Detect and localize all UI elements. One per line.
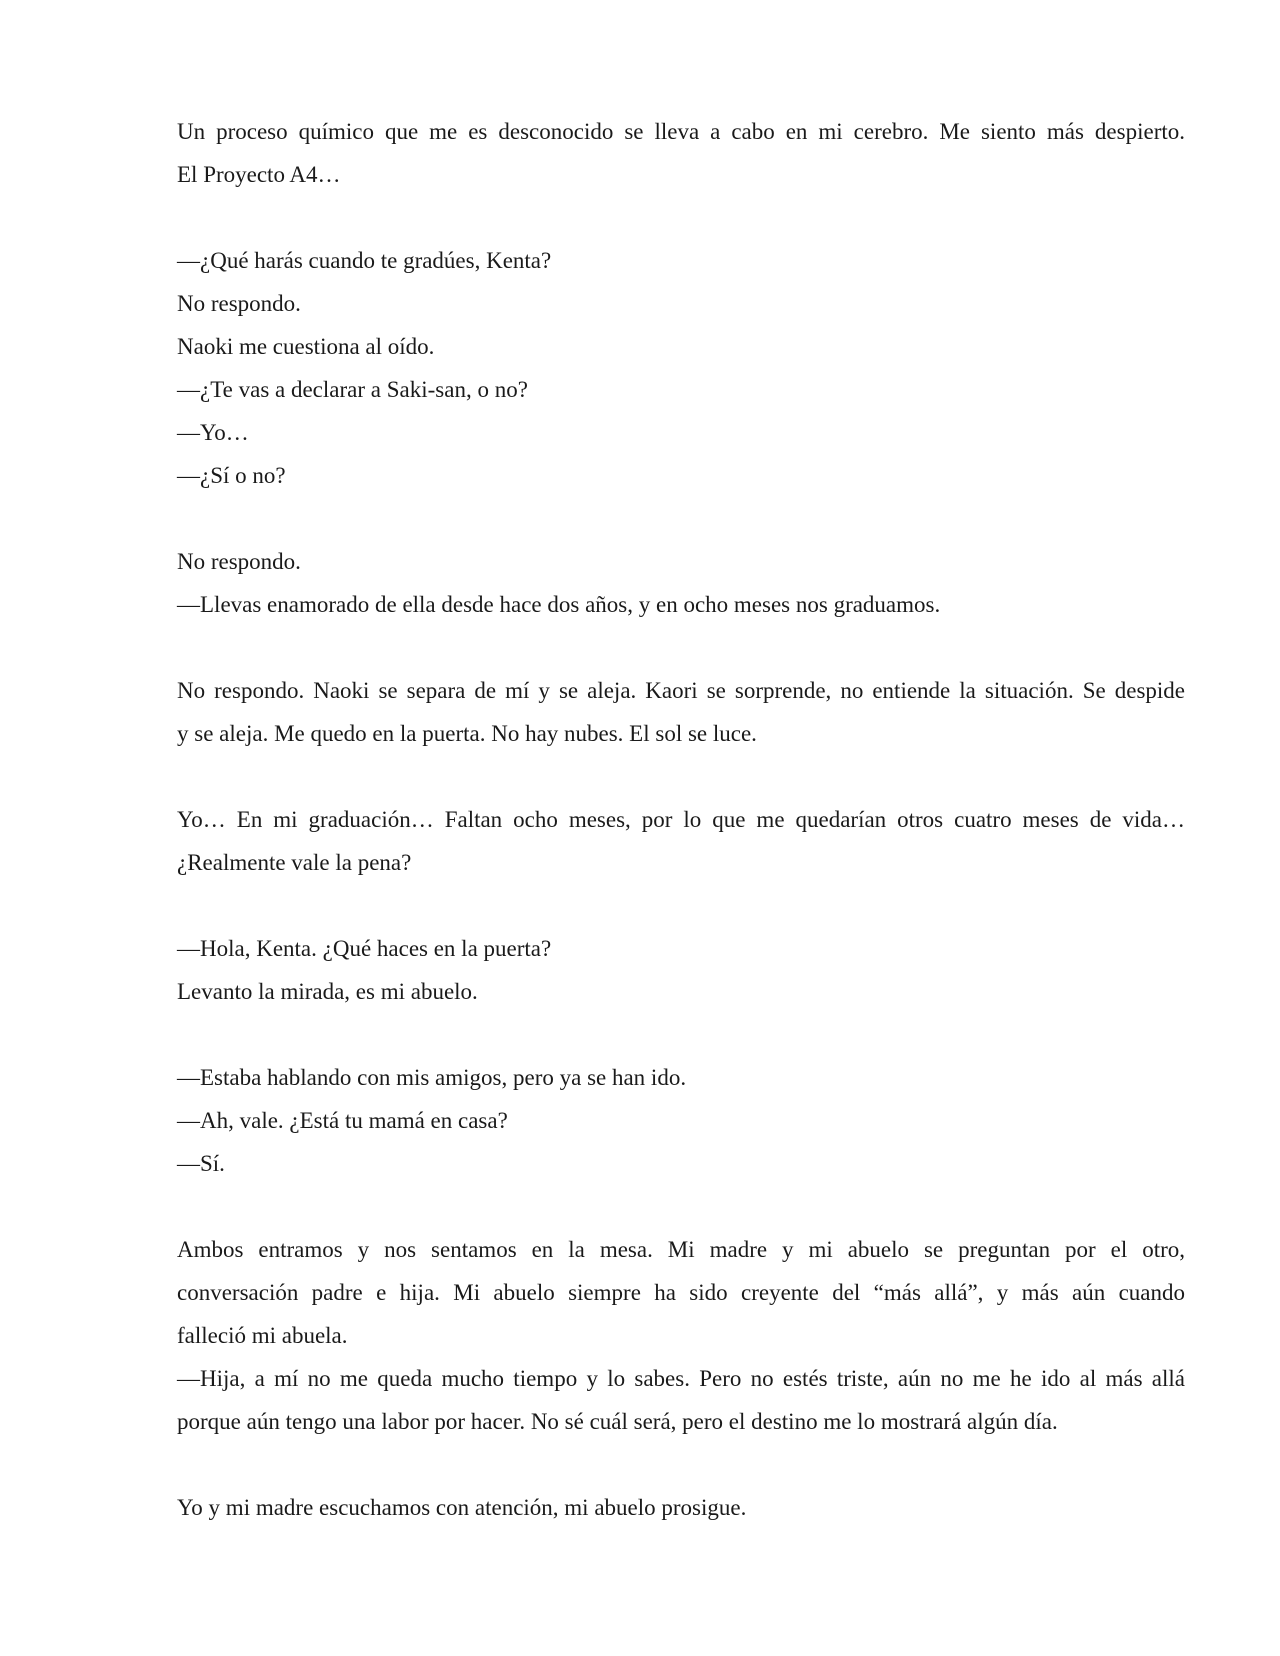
text-line: Yo… En mi graduación… Faltan ocho meses, por lo que me quedarían otros cuatro meses de vida…	[177, 807, 1185, 832]
text-line: —¿Qué harás cuando te gradúes, Kenta?	[177, 248, 552, 273]
text-line: Un proceso químico que me es desconocido se lleva a cabo en mi cerebro. Me siento más despierto.	[177, 119, 1185, 144]
text-line: porque aún tengo una labor por hacer. No sé cuál será, pero el destino me lo mostrará algún día.	[177, 1409, 1058, 1434]
text-line: Levanto la mirada, es mi abuelo.	[177, 979, 478, 1004]
text-line: —¿Sí o no?	[177, 463, 286, 488]
text-line: Yo y mi madre escuchamos con atención, mi abuelo prosigue.	[177, 1495, 747, 1520]
text-line: conversación padre e hija. Mi abuelo siempre ha sido creyente del “más allá”, y más aún cuando	[177, 1280, 1185, 1305]
paragraph-gap	[177, 884, 1185, 927]
text-line: y se aleja. Me quedo en la puerta. No hay nubes. El sol se luce.	[177, 721, 757, 746]
text-line: —Yo…	[177, 420, 249, 445]
text-line: —Hija, a mí no me queda mucho tiempo y lo sabes. Pero no estés triste, aún no me he ido al más allá	[177, 1366, 1185, 1391]
text-line: El Proyecto A4…	[177, 162, 341, 187]
text-line: No respondo.	[177, 549, 301, 574]
text-line: No respondo.	[177, 291, 301, 316]
paragraph-gap	[177, 1185, 1185, 1228]
text-line: Ambos entramos y nos sentamos en la mesa. Mi madre y mi abuelo se preguntan por el otro,	[177, 1237, 1185, 1262]
text-line: ¿Realmente vale la pena?	[177, 850, 412, 875]
paragraph-gap	[177, 196, 1185, 239]
text-line: falleció mi abuela.	[177, 1323, 348, 1348]
paragraph-gap	[177, 497, 1185, 540]
text-line: —Hola, Kenta. ¿Qué haces en la puerta?	[177, 936, 552, 961]
text-line: —Ah, vale. ¿Está tu mamá en casa?	[177, 1108, 508, 1133]
paragraph-gap	[177, 1013, 1185, 1056]
paragraph-gap	[177, 626, 1185, 669]
text-line: No respondo. Naoki se separa de mí y se aleja. Kaori se sorprende, no entiende la situación. Se despide	[177, 678, 1185, 703]
text-line: —Estaba hablando con mis amigos, pero ya se han ido.	[177, 1065, 687, 1090]
document-body	[177, 110, 1185, 1529]
text-line: —Sí.	[177, 1151, 225, 1176]
paragraph-gap	[177, 1443, 1185, 1486]
text-line: Naoki me cuestiona al oído.	[177, 334, 435, 359]
text-line: —Llevas enamorado de ella desde hace dos años, y en ocho meses nos graduamos.	[177, 592, 941, 617]
paragraph-gap	[177, 755, 1185, 798]
text-line: —¿Te vas a declarar a Saki-san, o no?	[177, 377, 528, 402]
